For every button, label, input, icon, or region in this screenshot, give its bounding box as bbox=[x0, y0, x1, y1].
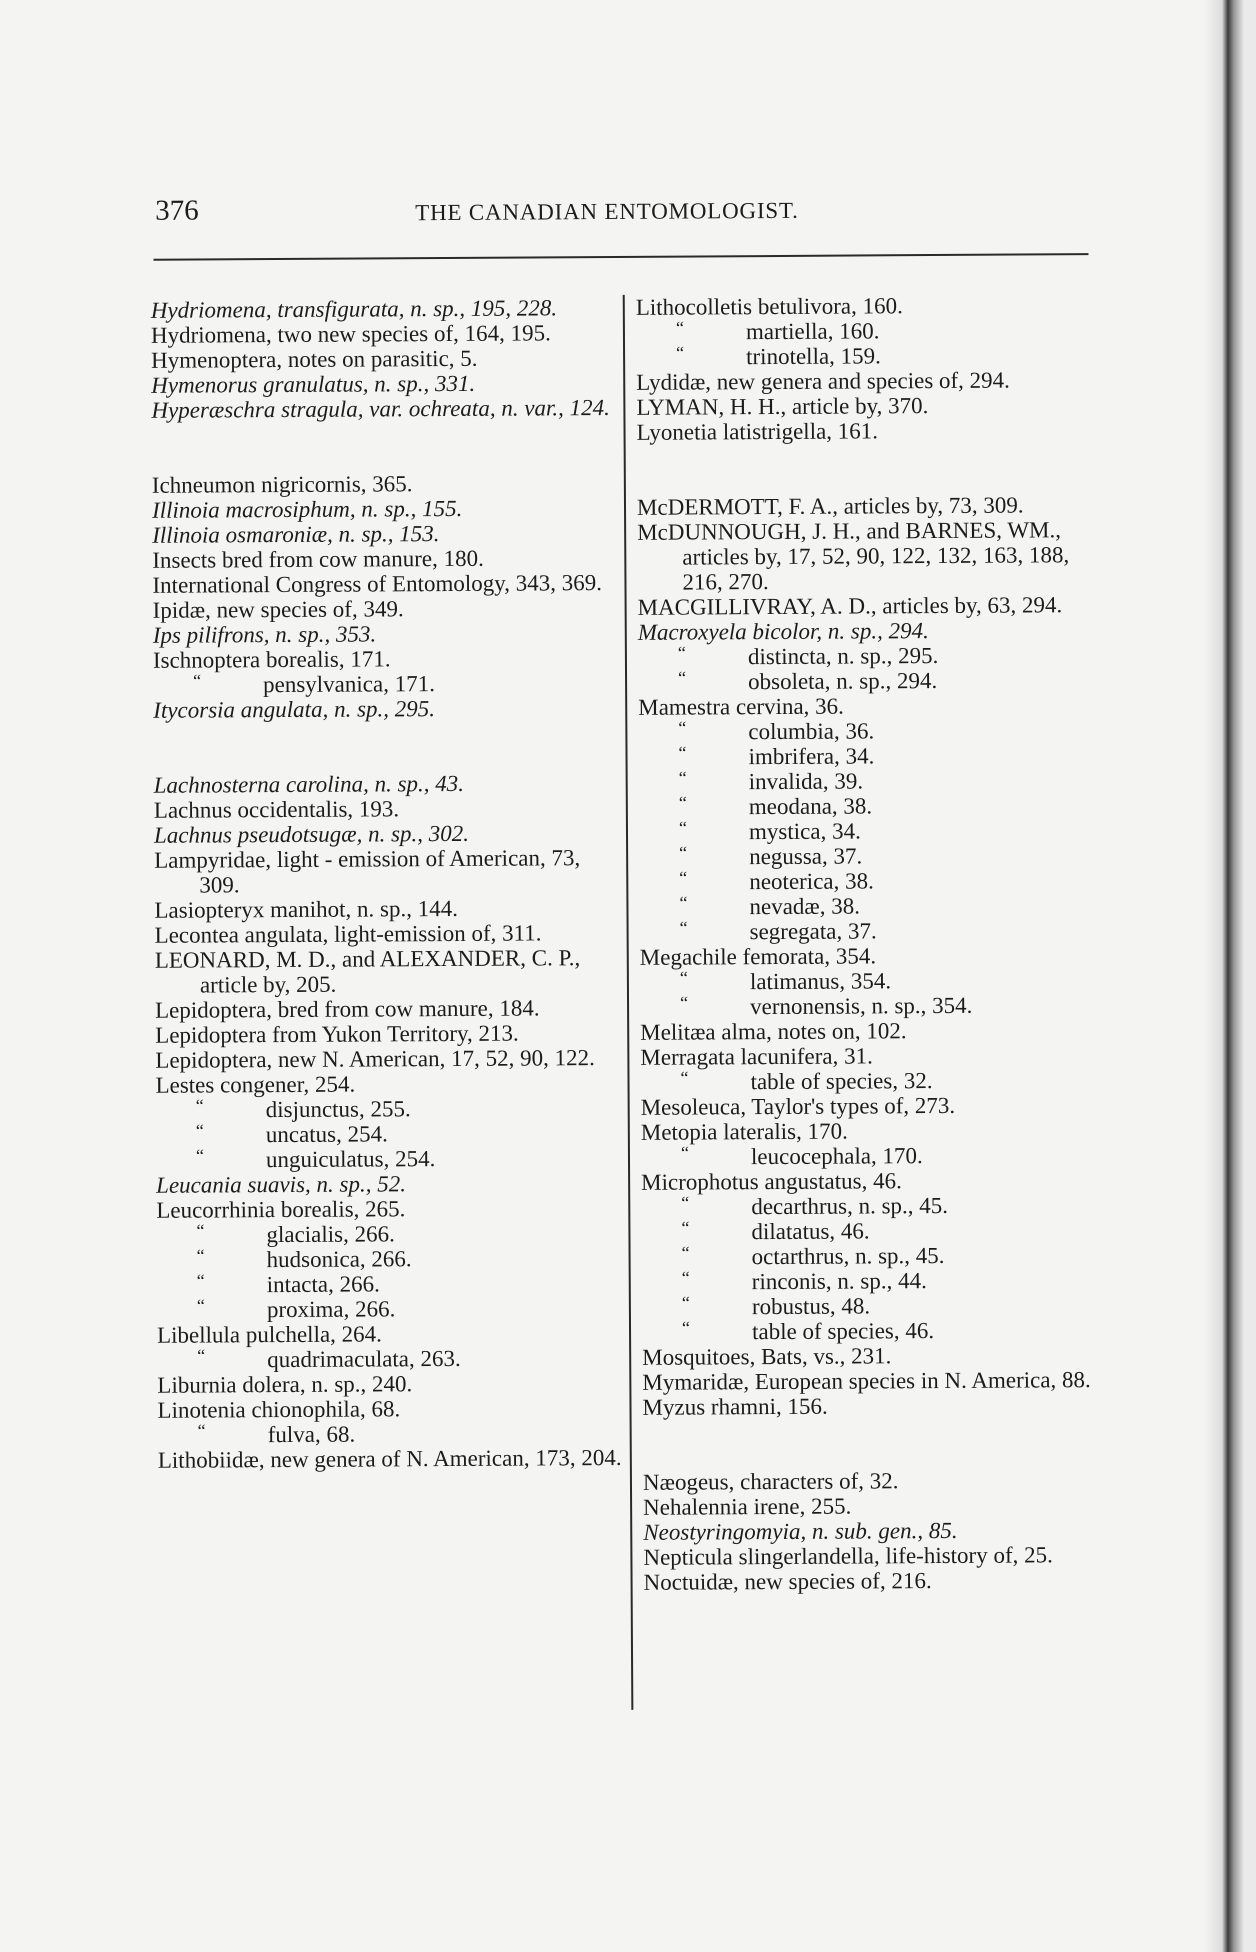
index-entry: Lepidoptera, new N. American, 17, 52, 90, 122. bbox=[155, 1045, 595, 1073]
index-entry: Lestes congener, 254. bbox=[155, 1071, 356, 1098]
index-entry: Ipidæ, new species of, 349. bbox=[152, 596, 404, 623]
index-entry: “ vernonensis, n. sp., 354. bbox=[640, 992, 1110, 1020]
index-entry: Lyonetia latistrigella, 161. bbox=[636, 418, 879, 445]
index-entry: “ distincta, n. sp., 295. bbox=[638, 642, 1108, 670]
index-entry: Lithobiidæ, new genera of N. American, 173, 204. bbox=[157, 1444, 622, 1473]
index-entry: “ disjunctus, 255. bbox=[156, 1095, 626, 1123]
index-entry: Mymaridæ, European species in N. America, 88. bbox=[642, 1367, 1091, 1395]
index-entry: “ dilatatus, 46. bbox=[641, 1217, 1111, 1245]
index-entry: “ quadrimaculata, 263. bbox=[157, 1345, 627, 1373]
scan-page-edge bbox=[1204, 0, 1256, 1952]
index-entry: Hydriomena, two new species of, 164, 195. bbox=[150, 320, 551, 348]
index-entry: Lithocolletis betulivora, 160. bbox=[635, 293, 903, 320]
index-entry: McDERMOTT, F. A., articles by, 73, 309. bbox=[636, 492, 1024, 520]
index-entry: Lydidæ, new genera and species of, 294. bbox=[636, 367, 1010, 395]
index-entry: Mesoleuca, Taylor's types of, 273. bbox=[640, 1092, 956, 1120]
index-entry: Hyperæschra stragula, var. ochreata, n. var., 124. bbox=[151, 395, 610, 423]
header-rule bbox=[153, 253, 1088, 261]
index-entry: “ robustus, 48. bbox=[642, 1292, 1112, 1320]
index-entry: “ nevadæ, 38. bbox=[639, 892, 1109, 920]
index-entry: “ negussa, 37. bbox=[639, 842, 1109, 870]
index-entry: Nepticula slingerlandella, life-history of, 25. bbox=[643, 1542, 1053, 1570]
index-entry: Lachnus occidentalis, 193. bbox=[153, 796, 400, 823]
index-page bbox=[120, 174, 1110, 1880]
index-entry: Ichneumon nigricornis, 365. bbox=[151, 471, 413, 498]
index-entry: International Congress of Entomology, 343, 369. bbox=[152, 570, 603, 598]
index-entry: MACGILLIVRAY, A. D., articles by, 63, 294. bbox=[637, 592, 1063, 620]
index-entry: Itycorsia angulata, n. sp., 295. bbox=[153, 696, 436, 723]
index-entry: “ unguiculatus, 254. bbox=[156, 1145, 626, 1173]
index-entry: Næogeus, characters of, 32. bbox=[642, 1468, 899, 1495]
index-entry: “ table of species, 46. bbox=[642, 1317, 1112, 1345]
index-entry: “ latimanus, 354. bbox=[640, 967, 1110, 995]
index-entry: Lecontea angulata, light-emission of, 311. bbox=[154, 920, 542, 948]
index-entry: “ table of species, 32. bbox=[640, 1067, 1110, 1095]
running-head: THE CANADIAN ENTOMOLOGIST. bbox=[415, 197, 799, 226]
index-entry: Leucorrhinia borealis, 265. bbox=[156, 1196, 406, 1223]
index-entry: “ intacta, 266. bbox=[157, 1270, 627, 1298]
index-entry: Hymenoptera, notes on parasitic, 5. bbox=[151, 345, 478, 373]
index-entry: “ martiella, 160. bbox=[636, 317, 1106, 345]
section-gap bbox=[643, 1417, 1113, 1470]
index-entry: “ invalida, 39. bbox=[639, 767, 1109, 795]
index-entry: LEONARD, M. D., and ALEXANDER, C. P., article by, 205. bbox=[154, 945, 581, 998]
section-gap bbox=[153, 720, 623, 773]
index-entry: Illinoia osmaroniæ, n. sp., 153. bbox=[152, 521, 440, 548]
index-entry: Hymenorus granulatus, n. sp., 331. bbox=[151, 370, 476, 398]
index-entry: “ proxima, 266. bbox=[157, 1295, 627, 1323]
index-entry: “ rinconis, n. sp., 44. bbox=[642, 1267, 1112, 1295]
index-entry: Liburnia dolera, n. sp., 240. bbox=[157, 1371, 413, 1398]
index-entry: “ obsoleta, n. sp., 294. bbox=[638, 667, 1108, 695]
index-entry: “ meodana, 38. bbox=[639, 792, 1109, 820]
index-entry: Mosquitoes, Bats, vs., 231. bbox=[642, 1343, 892, 1370]
index-entry: “ fulva, 68. bbox=[158, 1420, 628, 1448]
index-entry: McDUNNOUGH, J. H., and BARNES, WM., articles by, 17, 52, 90, 122, 132, 163, 188, 216, 270. bbox=[637, 517, 1070, 595]
index-entry: Ips pilifrons, n. sp., 353. bbox=[152, 621, 377, 648]
index-entry: Illinoia macrosiphum, n. sp., 155. bbox=[151, 495, 463, 523]
index-entry: “ pensylvanica, 171. bbox=[153, 670, 623, 698]
index-entry: Metopia lateralis, 170. bbox=[640, 1118, 848, 1145]
index-entry: Ischnoptera borealis, 171. bbox=[152, 646, 391, 673]
index-entry: “ octarthrus, n. sp., 45. bbox=[642, 1242, 1112, 1270]
index-entry: Macroxyela bicolor, n. sp., 294. bbox=[637, 618, 929, 645]
index-entry: Lachnosterna carolina, n. sp., 43. bbox=[153, 770, 465, 798]
index-entry: Lepidoptera from Yukon Territory, 213. bbox=[155, 1020, 519, 1048]
index-entry: “ glacialis, 266. bbox=[156, 1220, 626, 1248]
index-entry: “ segregata, 37. bbox=[640, 917, 1110, 945]
index-entry: “ mystica, 34. bbox=[639, 817, 1109, 845]
index-entry: “ neoterica, 38. bbox=[639, 867, 1109, 895]
section-gap bbox=[637, 442, 1107, 495]
index-entry: Insects bred from cow manure, 180. bbox=[152, 545, 484, 573]
index-entry: Lachnus pseudotsugæ, n. sp., 302. bbox=[153, 820, 470, 848]
index-entry: Microphotus angustatus, 46. bbox=[641, 1168, 902, 1195]
index-entry: Melitæa alma, notes on, 102. bbox=[640, 1018, 907, 1045]
index-entry: Nehalennia irene, 255. bbox=[643, 1493, 852, 1520]
index-entry: Neostyringomyia, n. sub. gen., 85. bbox=[643, 1517, 958, 1545]
index-entry: “ trinotella, 159. bbox=[636, 342, 1106, 370]
index-entry: Noctuidæ, new species of, 216. bbox=[643, 1568, 932, 1595]
index-entry: LYMAN, H. H., article by, 370. bbox=[636, 393, 929, 420]
index-entry: “ columbia, 36. bbox=[638, 717, 1108, 745]
index-entry: Megachile femorata, 354. bbox=[639, 943, 877, 970]
index-entry: Merragata lacunifera, 31. bbox=[640, 1043, 873, 1070]
index-entry: Myzus rhamni, 156. bbox=[642, 1393, 828, 1420]
index-entry: “ imbrifera, 34. bbox=[638, 742, 1108, 770]
index-entry: Lepidoptera, bred from cow manure, 184. bbox=[154, 995, 540, 1023]
index-entry: “ leucocephala, 170. bbox=[641, 1142, 1111, 1170]
index-entry: Mamestra cervina, 36. bbox=[638, 693, 844, 720]
index-entry: Libellula pulchella, 264. bbox=[156, 1321, 382, 1348]
index-entry: “ uncatus, 254. bbox=[156, 1120, 626, 1148]
page-number: 376 bbox=[155, 194, 199, 227]
index-entry: “ decarthrus, n. sp., 45. bbox=[641, 1192, 1111, 1220]
index-entry: Lampyridae, light - emission of American, 73, 309. bbox=[154, 845, 581, 898]
index-entry: “ hudsonica, 266. bbox=[157, 1245, 627, 1273]
index-column-right bbox=[636, 292, 1114, 1595]
index-column-left bbox=[151, 295, 628, 1473]
index-entry: Lasiopteryx manihot, n. sp., 144. bbox=[154, 895, 458, 923]
index-entry: Hydriomena, transfigurata, n. sp., 195, 228. bbox=[150, 295, 558, 323]
index-entry: Linotenia chionophila, 68. bbox=[157, 1396, 401, 1423]
index-entry: Leucania suavis, n. sp., 52. bbox=[156, 1171, 407, 1198]
section-gap bbox=[151, 420, 621, 473]
